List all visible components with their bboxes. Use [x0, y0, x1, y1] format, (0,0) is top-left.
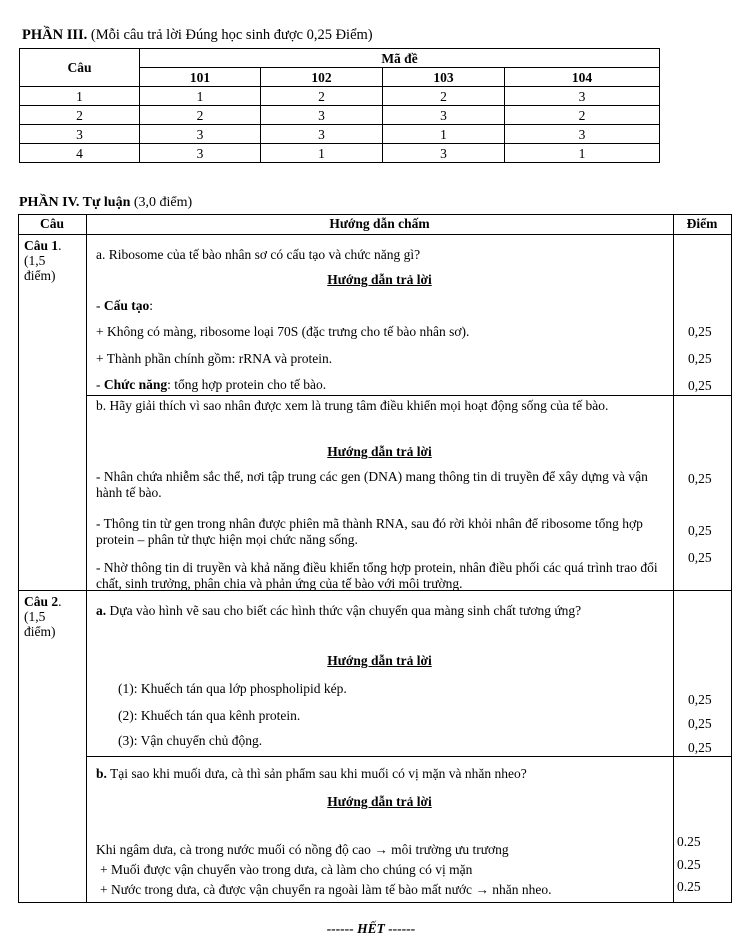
answer-cell: 3: [261, 106, 383, 125]
q2b-score-1: 0.25: [677, 834, 701, 849]
answer-cell: 3: [505, 87, 660, 106]
q1-label-dot: .: [58, 238, 62, 253]
code-103: 103: [383, 68, 505, 87]
header-score: Điểm: [686, 216, 718, 231]
table-row: [20, 106, 660, 125]
col-code-header: Mã đề: [140, 49, 660, 68]
q1b-line1: - Nhân chứa nhiễm sắc thể, nơi tập trung các gen (DNA) mang thông tin di truyền để xây dựng và vận hành tế bào.: [96, 469, 648, 500]
q2-label-dot: .: [58, 594, 62, 609]
q2a-prompt: [96, 603, 656, 619]
q1b-line3: - Nhờ thông tin di truyền và khả năng điều khiển tổng hợp protein, nhân điều phối các quá trình trao đổi chất, sinh trưởng, phân chia và phản ứng của tế bào với môi trường.: [96, 560, 658, 591]
q1-points-line2: điểm): [24, 268, 56, 283]
code-104: 104: [505, 68, 660, 87]
answer-cell: 3: [383, 106, 505, 125]
q1-label: [24, 238, 62, 254]
header-divider: [18, 234, 732, 235]
part3-title: [22, 27, 373, 44]
code-102: 102: [261, 68, 383, 87]
row-divider-2a-2b: [86, 756, 732, 757]
q2a-score-2: 0,25: [688, 716, 712, 731]
answer-cell: 1: [505, 144, 660, 163]
q1b-score-2: 0,25: [688, 523, 712, 538]
q1b-prompt: b. Hãy giải thích vì sao nhân được xem là trung tâm điều khiển mọi hoạt động sống của tế bào.: [96, 398, 609, 413]
q2b-line1: Khi ngâm dưa, cà trong nước muối có nồng độ cao → môi trường ưu trương: [96, 842, 509, 857]
answer-cell: 2: [261, 87, 383, 106]
part3-title-note: (Mỗi câu trả lời Đúng học sinh được 0,25 Điểm): [87, 27, 373, 43]
q1a-function-label: Chức năng: [103, 377, 168, 392]
part3-answer-table: [19, 48, 660, 163]
q1-label-text: Câu 1: [24, 238, 59, 253]
answer-cell: 3: [140, 144, 261, 163]
q2b-prefix: b.: [96, 766, 107, 781]
part4-grading-table: [18, 214, 732, 903]
part4-title-bold: PHẦN IV. Tự luận: [19, 195, 131, 210]
answer-cell: 3: [383, 144, 505, 163]
answer-cell: 3: [505, 125, 660, 144]
row-divider-1a-1b: [86, 395, 732, 396]
q1a-score-1: 0,25: [688, 324, 712, 339]
q1a-function: [96, 377, 326, 393]
answer-cell: 3: [261, 125, 383, 144]
q2a-prompt-text: Dựa vào hình vẽ sau cho biết các hình thức vận chuyển qua màng sinh chất tương ứng?: [106, 603, 582, 618]
q1a-line2: + Thành phần chính gồm: rRNA và protein.: [96, 351, 333, 366]
table-row: [20, 87, 660, 106]
q2a-score-1: 0,25: [688, 692, 712, 707]
question-number: 1: [20, 87, 140, 106]
q2b-prompt-text: Tại sao khi muối dưa, cà thì sản phẩm sau khi muối có vị mặn và nhăn nheo?: [106, 766, 527, 781]
q2b-score-2: 0.25: [677, 857, 701, 872]
q1b-score-1: 0,25: [688, 471, 712, 486]
question-number: 3: [20, 125, 140, 144]
q1b-score-3: 0,25: [688, 550, 712, 565]
q2-label-text: Câu 2: [24, 594, 59, 609]
q1a-score-3: 0,25: [688, 378, 712, 393]
q2b-answer-heading: Hướng dẫn trả lời: [327, 794, 432, 809]
q2a-line1: (1): Khuếch tán qua lớp phospholipid kép.: [118, 681, 347, 696]
q2-label: [24, 594, 62, 610]
table-header-row: [20, 49, 660, 68]
q2-points-line2: điểm): [24, 624, 56, 639]
q1a-structure-suffix: :: [149, 298, 154, 313]
q1a-answer-heading: Hướng dẫn trả lời: [327, 272, 432, 287]
header-question: Câu: [39, 216, 64, 231]
table-border-top: [18, 214, 732, 215]
answer-cell: 2: [505, 106, 660, 125]
question-number: 4: [20, 144, 140, 163]
q2b-line2: + Muối được vận chuyển vào trong dưa, cà làm cho chúng có vị mặn: [100, 862, 473, 877]
code-101: 101: [140, 68, 261, 87]
table-row: [20, 125, 660, 144]
q2a-line3: (3): Vận chuyển chủ động.: [118, 733, 263, 748]
col-divider-2: [673, 214, 674, 903]
q1a-prompt: a. Ribosome của tế bào nhân sơ có cấu tạo và chức năng gì?: [96, 247, 421, 262]
answer-cell: 1: [383, 125, 505, 144]
table-border-left: [18, 214, 19, 903]
q1a-line1: + Không có màng, ribosome loại 70S (đặc trưng cho tế bào nhân sơ).: [96, 324, 470, 339]
q1a-structure: [96, 298, 153, 314]
header-guide: Hướng dẫn chấm: [329, 216, 430, 231]
q2-points-line1: (1,5: [24, 609, 46, 624]
q2a-answer-heading: Hướng dẫn trả lời: [327, 653, 432, 668]
answer-cell: 2: [140, 106, 261, 125]
col-question-header: Câu: [20, 49, 140, 87]
q2a-score-3: 0,25: [688, 740, 712, 755]
table-border-bottom: [18, 902, 732, 903]
q1a-function-text: : tổng hợp protein cho tế bào.: [167, 377, 327, 392]
q1-points-line1: (1,5: [24, 253, 46, 268]
part4-title-note: (3,0 điểm): [130, 195, 193, 210]
q2a-prefix: a.: [96, 603, 107, 618]
table-border-right: [731, 214, 732, 903]
part3-title-bold: PHẦN III.: [22, 27, 88, 43]
question-number: 2: [20, 106, 140, 125]
table-row: [20, 144, 660, 163]
q1a-function-prefix: -: [96, 377, 104, 392]
q2b-score-3: 0.25: [677, 879, 701, 894]
q1b-line2: - Thông tin từ gen trong nhân được phiên mã thành RNA, sau đó rời khỏi nhân để ribosome tổng hợp protein – phân tử thực hiện mọi chức năng sống.: [96, 516, 643, 547]
answer-cell: 3: [140, 125, 261, 144]
answer-cell: 1: [140, 87, 261, 106]
q1a-structure-prefix: -: [96, 298, 104, 313]
part4-title: [19, 195, 192, 211]
q2a-line2: (2): Khuếch tán qua kênh protein.: [118, 708, 301, 723]
end-mark: ------ HẾT ------: [326, 921, 416, 936]
q1a-structure-label: Cấu tạo: [103, 298, 150, 313]
q1a-score-2: 0,25: [688, 351, 712, 366]
q2b-prompt: [96, 766, 527, 782]
answer-cell: 1: [261, 144, 383, 163]
q2b-line3: + Nước trong dưa, cà được vận chuyển ra ngoài làm tế bào mất nước → nhăn nheo.: [100, 882, 552, 897]
answer-cell: 2: [383, 87, 505, 106]
q1b-answer-heading: Hướng dẫn trả lời: [327, 444, 432, 459]
